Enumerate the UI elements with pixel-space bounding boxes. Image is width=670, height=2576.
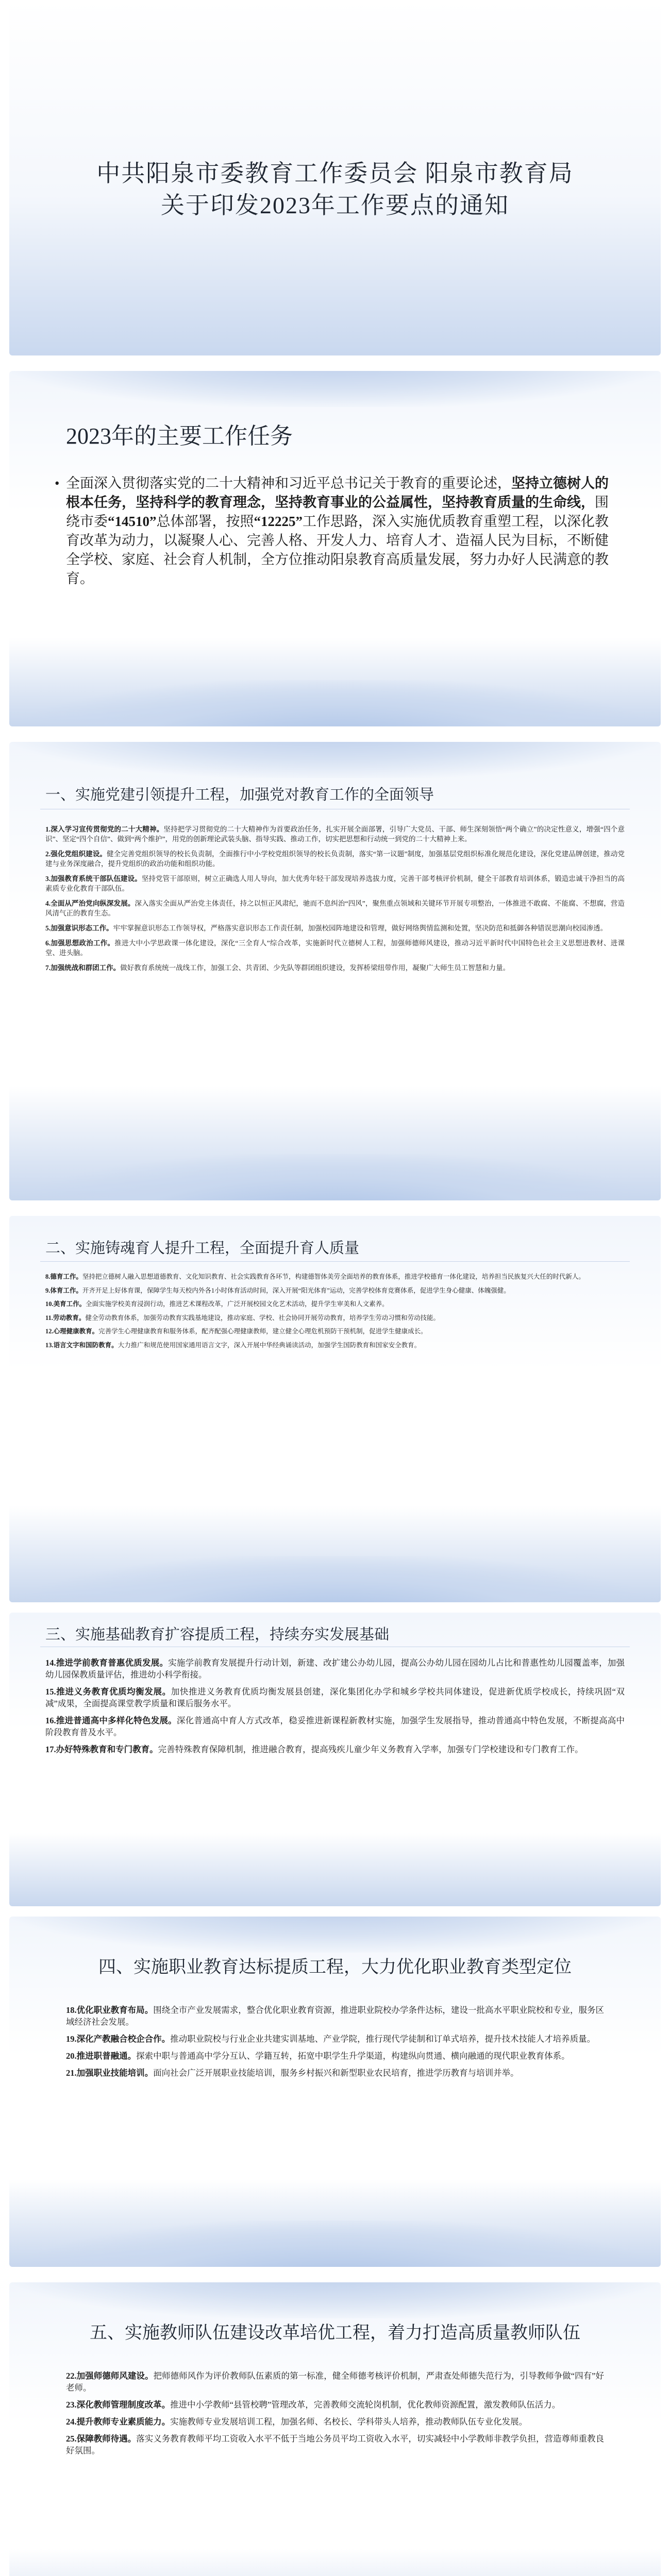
- section-1-items: [45, 824, 625, 978]
- list-item: 21.加强职业技能培训。面向社会广泛开展职业技能培训，服务乡村振兴和新型职业农民培育，推进学历教育与培训并举。: [66, 2068, 519, 2078]
- section-2-slide: [9, 1216, 661, 1602]
- section-2-title: 二、实施铸魂育人提升工程，全面提升育人质量: [45, 1240, 360, 1257]
- section-5-items: [66, 2370, 604, 2462]
- overview-slide: [9, 371, 661, 726]
- overview-paragraph: • 全面深入贯彻落实党的二十大精神和习近平总书记关于教育的重要论述，坚持立德树人的根本任务，坚持科学的教育理念，坚持教育事业的公益属性，坚持教育质量的生命线，围绕市委“14510”总体部署，按照“12225”工作思路，深入实施优质教育重塑工程，以深化教育改革为动力，以凝聚人心、完善人格、开发人力、培育人才、造福人民为目标，不断健全学校、家庭、社会育人机制，全方位推动阳泉教育高质量发展，努力办好人民满意的教育。: [55, 476, 609, 586]
- list-item: 16.推进普通高中多样化特色发展。深化普通高中育人方式改革，稳妥推进新课程新教材实施，加强学生发展指导，推动普通高中特色发展，不断提高高中阶段教育普及水平。: [45, 1716, 625, 1737]
- list-item: 15.推进义务教育优质均衡发展。加快推进义务教育优质均衡发展县创建，深化集团化办学和城乡学校共同体建设，促进新优质学校成长，持续巩固“双减”成果，全面提高课堂教学质量和课后服务水平。: [45, 1687, 625, 1708]
- list-item: 12.心理健康教育。完善学生心理健康教育和服务体系，配齐配强心理健康教师，建立健全心理危机预防干预机制，促进学生健康成长。: [45, 1328, 427, 1335]
- title-line-1: 中共阳泉市委教育工作委员会 阳泉市教育局: [96, 160, 574, 187]
- section-3-items: [45, 1657, 625, 1760]
- section-5-title: 五、实施教师队伍建设改革培优工程，着力打造高质量教师队伍: [90, 2324, 580, 2343]
- section-4-items: [66, 2004, 604, 2084]
- overview-heading: 2023年的主要工作任务: [66, 423, 293, 449]
- list-item: 11.劳动教育。健全劳动教育体系，加强劳动教育实践基地建设，推动家庭、学校、社会协同开展劳动教育，培养学生劳动习惯和劳动技能。: [45, 1314, 440, 1321]
- list-item: 25.保障教师待遇。落实义务教育教师平均工资收入水平不低于当地公务员平均工资收入水平，切实减轻中小学教师非教学负担，营造尊师重教良好氛围。: [66, 2434, 605, 2455]
- list-item: 6.加强思想政治工作。推进大中小学思政课一体化建设，深化“三全育人”综合改革，实施新时代立德树人工程，加强师德师风建设，推动习近平新时代中国特色社会主义思想进教材、进课堂、进头脑。: [45, 939, 625, 957]
- list-item: 17.办好特殊教育和专门教育。完善特殊教育保障机制，推进融合教育，提高残疾儿童少年义务教育入学率，加强专门学校建设和专门教育工作。: [45, 1744, 583, 1754]
- list-item: 1.深入学习宣传贯彻党的二十大精神。坚持把学习贯彻党的二十大精神作为首要政治任务，扎实开展全面部署，引导广大党员、干部、师生深刻领悟“两个确立”的决定性意义，增强“四个意识”、坚定“四个自信”、做到“两个维护”，用党的创新理论武装头脑、指导实践、推动工作，切实把思想和行动统一到党的二十大精神上来。: [45, 825, 625, 843]
- list-item: 18.优化职业教育布局。围绕全市产业发展需求，整合优化职业教育资源，推进职业院校办学条件达标，建设一批高水平职业院校和专业，服务区域经济社会发展。: [66, 2005, 605, 2027]
- list-item: 14.推进学前教育普惠优质发展。实施学前教育发展提升行动计划，新建、改扩建公办幼儿园，提高公办幼儿园在园幼儿占比和普惠性幼儿园覆盖率，加强幼儿园保教质量评估，推进幼小科学衔接。: [45, 1658, 625, 1680]
- section-3-title: 三、实施基础教育扩容提质工程，持续夯实发展基础: [45, 1626, 390, 1643]
- title-slide: [9, 0, 661, 355]
- list-item: 13.语言文字和国防教育。大力推广和规范使用国家通用语言文字，深入开展中华经典诵读活动，加强学生国防教育和国家安全教育。: [45, 1341, 421, 1349]
- title-line-2: 关于印发2023年工作要点的通知: [161, 192, 509, 218]
- list-item: 20.推进职普融通。探索中职与普通高中学分互认、学籍互转，拓宽中职学生升学渠道，构建纵向贯通、横向融通的现代职业教育体系。: [66, 2051, 570, 2061]
- list-item: 19.深化产教融合校企合作。推动职业院校与行业企业共建实训基地、产业学院，推行现代学徒制和订单式培养，提升技术技能人才培养质量。: [66, 2034, 596, 2044]
- list-item: 10.美育工作。全面实施学校美育浸润行动，推进艺术课程改革，广泛开展校园文化艺术活动，提升学生审美和人文素养。: [45, 1300, 389, 1308]
- list-item: 7.加强统战和群团工作。做好教育系统统一战线工作，加强工会、共青团、少先队等群团组织建设，发挥桥梁纽带作用，凝聚广大师生员工智慧和力量。: [45, 964, 510, 972]
- list-item: 9.体育工作。开齐开足上好体育课，保障学生每天校内外各1小时体育活动时间，深入开展“阳光体育”运动，完善学校体育竞赛体系，促进学生身心健康、体魄强健。: [45, 1286, 510, 1294]
- section-3-slide: [9, 1613, 661, 1906]
- section-1-title: 一、实施党建引领提升工程，加强党对教育工作的全面领导: [45, 787, 434, 803]
- section-4-title: 四、实施职业教育达标提质工程，大力优化职业教育类型定位: [98, 1958, 572, 1977]
- list-item: 24.提升教师专业素质能力。实施教师专业发展培训工程，加强名师、名校长、学科带头人培养，推动教师队伍专业化发展。: [66, 2417, 528, 2427]
- list-item: 5.加强意识形态工作。牢牢掌握意识形态工作领导权，严格落实意识形态工作责任制，加强校园阵地建设和管理，做好网络舆情监测和处置，坚决防范和抵御各种错误思潮向校园渗透。: [45, 924, 608, 932]
- list-item: 22.加强师德师风建设。把师德师风作为评价教师队伍素质的第一标准，健全师德考核评价机制，严肃查处师德失范行为，引导教师争做“四有”好老师。: [66, 2371, 604, 2393]
- section-4-slide: [9, 1917, 661, 2267]
- list-item: 4.全面从严治党向纵深发展。深入落实全面从严治党主体责任，持之以恒正风肃纪，驰而不息纠治“四风”，聚焦重点领域和关键环节开展专项整治，一体推进不敢腐、不能腐、不想腐，营造风清气正的教育生态。: [45, 900, 625, 917]
- list-item: 23.深化教师管理制度改革。推进中小学教师“县管校聘”管理改革，完善教师交流轮岗机制，优化教师资源配置，激发教师队伍活力。: [66, 2400, 561, 2410]
- section-2-items: [45, 1273, 625, 1354]
- section-1-slide: [9, 742, 661, 1200]
- list-item: 3.加强教育系统干部队伍建设。坚持党管干部原则，树立正确选人用人导向，加大优秀年轻干部发现培养选拔力度，完善干部考核评价机制，健全干部教育培训体系，锻造忠诚干净担当的高素质专业化教育干部队伍。: [45, 875, 625, 892]
- list-item: 2.强化党组织建设。健全完善党组织领导的校长负责制，全面推行中小学校党组织领导的校长负责制，落实“第一议题”制度，加强基层党组织标准化规范化建设，深化党建品牌创建，推动党建与业务深度融合，提升党组织的政治功能和组织功能。: [45, 850, 625, 868]
- section-5-slide: [9, 2282, 661, 2576]
- list-item: 8.德育工作。坚持把立德树人融入思想道德教育、文化知识教育、社会实践教育各环节，构建德智体美劳全面培养的教育体系，推进学校德育一体化建设，培养担当民族复兴大任的时代新人。: [45, 1273, 585, 1280]
